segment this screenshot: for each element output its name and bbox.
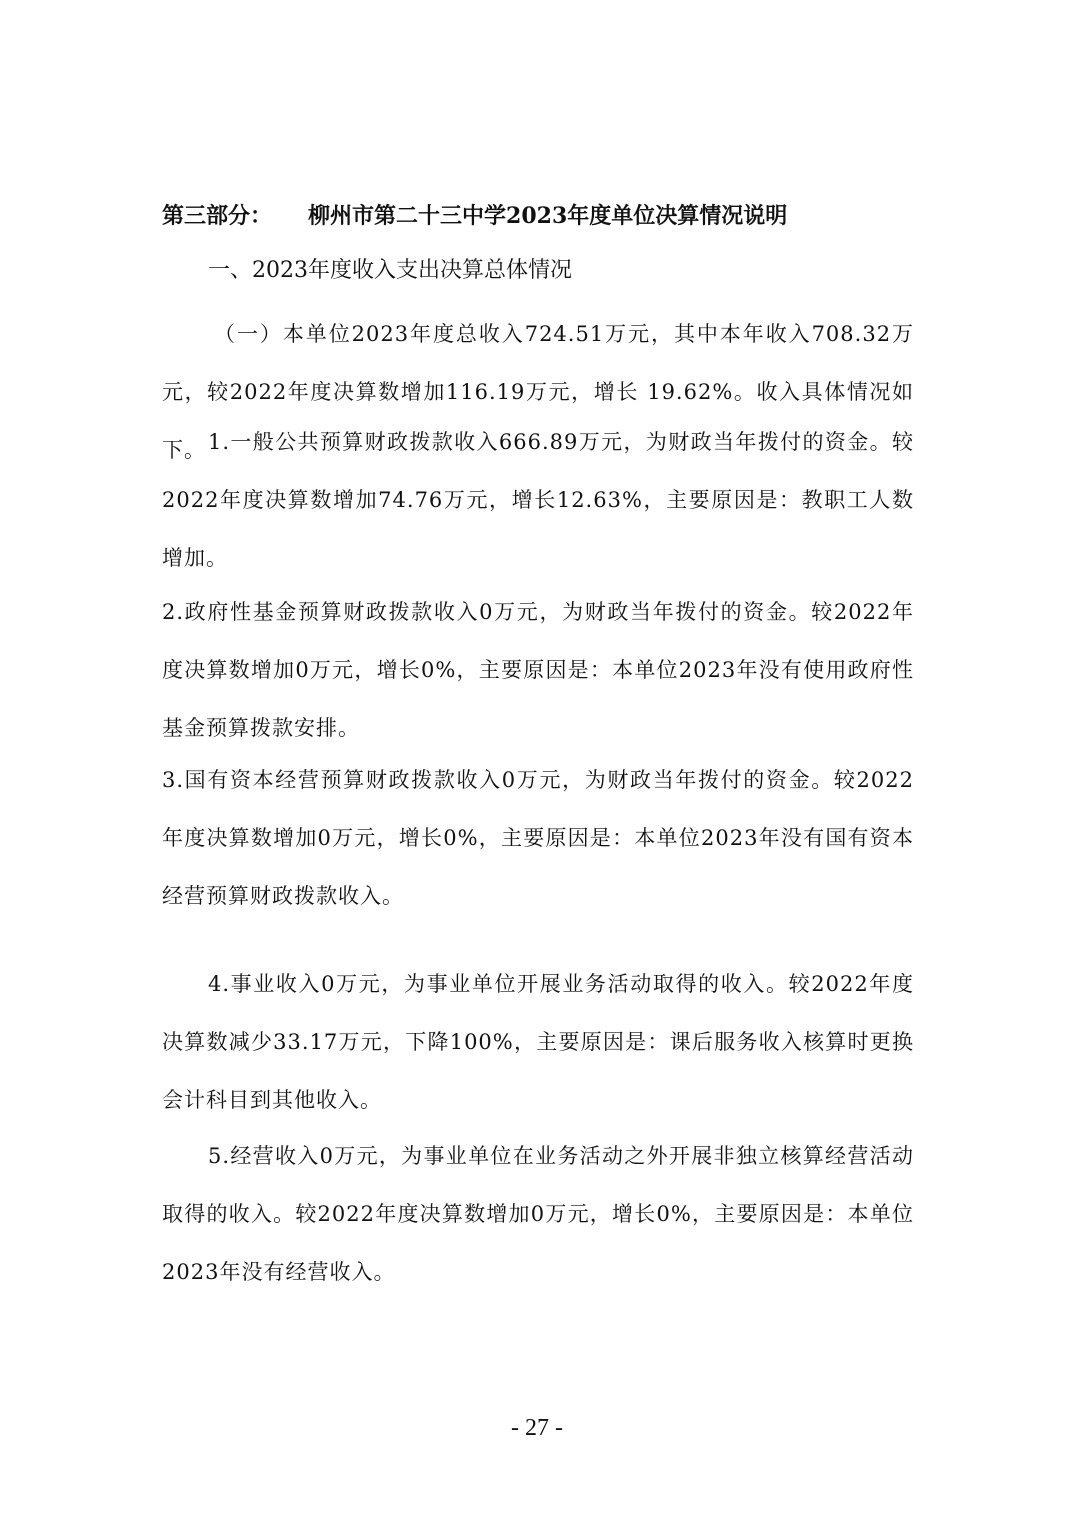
section-label: 第三部分： [162,203,273,229]
paragraph-business-income: 4.事业收入0万元，为事业单位开展业务活动取得的收入。较2022年度决算数减少33.17万元，下降100%，主要原因是：课后服务收入核算时更换会计科目到其他收入。 [162,972,914,1112]
section-title [162,200,922,232]
paragraph-state-capital-income: 3.国有资本经营预算财政拨款收入0万元，为财政当年拨付的资金。较2022年度决算数增加0万元，增长0%，主要原因是：本单位2023年没有国有资本经营预算财政拨款收入。 [162,768,914,908]
paragraph-general-budget-income: 1.一般公共预算财政拨款收入666.89万元，为财政当年拨付的资金。较2022年度决算数增加74.76万元，增长12.63%，主要原因是：教职工人数增加。 [162,430,914,570]
heading-overall-situation: 一、2023年度收入支出决算总体情况 [208,258,572,283]
paragraph-government-fund-income: 2.政府性基金预算财政拨款收入0万元，为财政当年拨付的资金。较2022年度决算数增加0万元，增长0%，主要原因是：本单位2023年没有使用政府性基金预算拨款安排。 [162,600,914,740]
paragraph-operating-income: 5.经营收入0万元，为事业单位在业务活动之外开展非独立核算经营活动取得的收入。较2022年度决算数增加0万元，增长0%，主要原因是：本单位2023年没有经营收入。 [162,1144,914,1284]
section-title-text: 柳州市第二十三中学2023年度单位决算情况说明 [308,203,788,229]
paragraph-total-income: （一）本单位2023年度总收入724.51万元，其中本年收入708.32万元，较2022年度决算数增加116.19万元，增长 19.62%。收入具体情况如下。 [162,322,914,462]
page-number: - 27 - [511,1415,563,1441]
